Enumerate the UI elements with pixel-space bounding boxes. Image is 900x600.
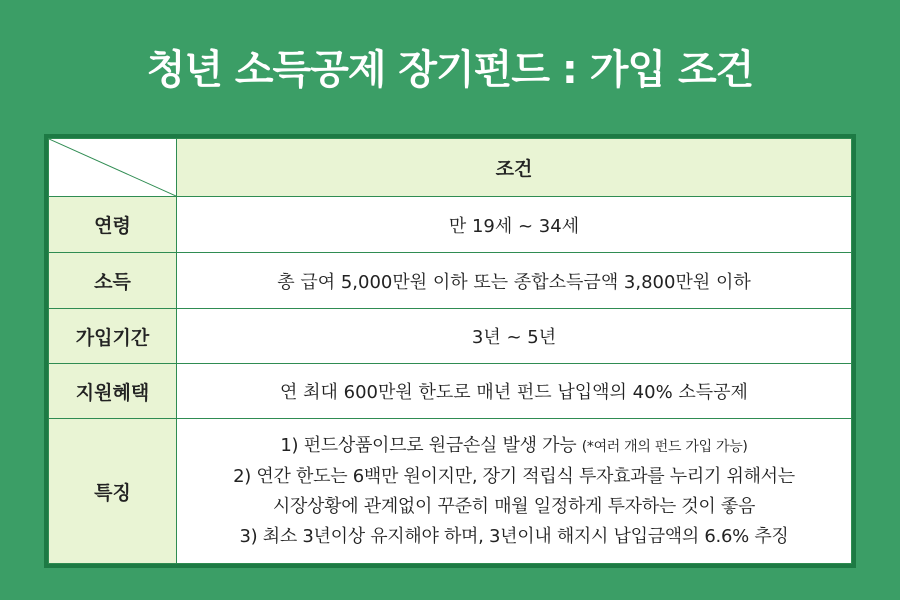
table-row	[49, 419, 852, 564]
row-label-feature: 특징	[49, 419, 177, 564]
table-header-row	[49, 139, 852, 197]
feature-line-1: 1) 펀드상품이므로 원금손실 발생 가능 (*여러 개의 펀드 가입 가능)	[280, 434, 748, 456]
diagonal-line	[49, 139, 176, 196]
feature-note: (*여러 개의 펀드 가입 가능)	[581, 438, 748, 455]
row-value-feature	[177, 419, 852, 564]
header-conditions: 조건	[177, 139, 852, 197]
table-row	[49, 309, 852, 364]
row-label-period: 가입기간	[49, 309, 177, 364]
table-row	[49, 364, 852, 419]
table-row	[49, 253, 852, 309]
conditions-table-frame	[44, 134, 856, 568]
row-label-income: 소득	[49, 253, 177, 309]
page-title: 청년 소득공제 장기펀드 : 가입 조건	[146, 47, 754, 93]
row-value-income: 총 급여 5,000만원 이하 또는 종합소득금액 3,800만원 이하	[177, 253, 852, 309]
feature-line-4: 3) 최소 3년이상 유지해야 하며, 3년이내 해지시 납입금액의 6.6% 추징	[239, 525, 789, 547]
row-label-benefit: 지원혜택	[49, 364, 177, 419]
diagonal-corner-cell	[49, 139, 177, 197]
table-row	[49, 197, 852, 253]
feature-line-3: 시장상황에 관계없이 꾸준히 매월 일정하게 투자하는 것이 좋음	[272, 495, 756, 517]
row-value-age: 만 19세 ~ 34세	[177, 197, 852, 253]
row-label-age: 연령	[49, 197, 177, 253]
conditions-table	[48, 138, 852, 564]
feature-line-2: 2) 연간 한도는 6백만 원이지만, 장기 적립식 투자효과를 누리기 위해서는	[233, 465, 795, 487]
row-value-period: 3년 ~ 5년	[177, 309, 852, 364]
row-value-benefit: 연 최대 600만원 한도로 매년 펀드 납입액의 40% 소득공제	[177, 364, 852, 419]
